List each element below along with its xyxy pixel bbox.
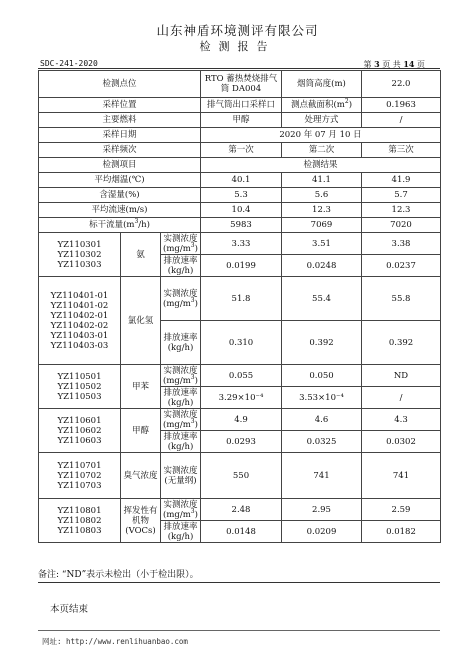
value-cell: 0.050: [282, 365, 362, 387]
value-cell: 10.4: [201, 203, 282, 218]
metric-unit: $(mg/m^3)$: [163, 373, 198, 386]
sample-ids: [39, 453, 121, 499]
param-label: 平均烟温(℃): [39, 173, 201, 188]
label-cell: 烟筒高度(m): [282, 71, 362, 98]
metric-label: [161, 255, 201, 277]
value-cell: 0.0209: [282, 521, 362, 543]
value-cell: 12.3: [362, 203, 441, 218]
metric-label: [161, 277, 201, 321]
sample-id: YZ110303: [57, 259, 102, 270]
value-cell: 741: [362, 453, 441, 499]
page-mid: 页 共: [382, 60, 401, 69]
value-cell: 12.3: [282, 203, 362, 218]
value-cell: 第三次: [362, 143, 441, 158]
table-row: [39, 188, 441, 203]
metric-title: 排放速率: [163, 255, 198, 266]
metric-unit: (kg/h): [167, 342, 194, 353]
page-total: 14: [403, 59, 415, 69]
metric-title: 排放速率: [163, 332, 198, 343]
table-row: [39, 409, 441, 431]
value-cell: 0.055: [201, 365, 282, 387]
metric-unit: (kg/h): [167, 397, 194, 408]
page-current: 3: [374, 59, 380, 69]
value-cell: 41.1: [282, 173, 362, 188]
value-cell: RTO 蓄热焚烧排气筒 DA004: [201, 71, 282, 98]
report-table: [38, 70, 441, 543]
metric-title: 排放速率: [163, 387, 198, 398]
metric-label: [161, 409, 201, 431]
footer-divider: [38, 630, 440, 631]
value-cell: 0.0182: [362, 521, 441, 543]
sample-id: YZ110403-01: [50, 330, 109, 341]
metric-title: 实测浓度: [163, 499, 198, 510]
value-cell: 0.392: [282, 321, 362, 365]
pollutant-name: 挥发性有机物(VOCs): [121, 499, 161, 543]
pollutant-name: 臭气浓度: [121, 453, 161, 499]
value-cell: 40.1: [201, 173, 282, 188]
value-cell: 22.0: [362, 71, 441, 98]
metric-title: 排放速率: [163, 431, 198, 442]
value-cell: 3.38: [362, 233, 441, 255]
label-cell: 处理方式: [282, 113, 362, 128]
sample-id: YZ110503: [57, 391, 102, 402]
metric-title: 排放速率: [163, 521, 198, 532]
remark-note: 备注: “ND”表示未检出（小于检出限）。: [38, 570, 199, 580]
table-row: [39, 158, 441, 173]
value-cell: 3.33: [201, 233, 282, 255]
value-cell: 0.0293: [201, 431, 282, 453]
sample-id: YZ110602: [57, 425, 102, 436]
sample-id: YZ110501: [57, 371, 102, 382]
metric-title: 实测浓度: [163, 409, 198, 420]
value-cell: 41.9: [362, 173, 441, 188]
report-subtitle: 检测报告: [199, 40, 276, 53]
table-row: [39, 277, 441, 321]
metric-label: [161, 453, 201, 499]
value-cell: 第二次: [282, 143, 362, 158]
sample-ids: [39, 277, 121, 365]
metric-label: [161, 233, 201, 255]
value-cell: 51.8: [201, 277, 282, 321]
sample-id: YZ110703: [57, 480, 102, 491]
sample-ids: [39, 365, 121, 409]
value-cell: 550: [201, 453, 282, 499]
metric-label: [161, 431, 201, 453]
table-row: [39, 143, 441, 158]
page-prefix: 第: [363, 60, 372, 69]
value-cell: 甲醇: [201, 113, 282, 128]
sample-ids: [39, 409, 121, 453]
value-cell: 0.0248: [282, 255, 362, 277]
sample-id: YZ110702: [57, 470, 102, 481]
pollutant-name: 氯化氢: [121, 277, 161, 365]
website-link[interactable]: 网址: http://www.renlihuanbao.com: [42, 637, 188, 646]
sample-id: YZ110401-02: [50, 300, 109, 311]
page-suffix: 页: [417, 60, 425, 69]
label-cell: 检测点位: [39, 71, 201, 98]
sample-id: YZ110603: [57, 435, 102, 446]
metric-unit: (无量纲): [164, 475, 197, 486]
metric-label: [161, 387, 201, 409]
value-cell: 741: [282, 453, 362, 499]
param-label: 含湿量(%): [39, 188, 201, 203]
value-cell: 55.8: [362, 277, 441, 321]
table-row: [39, 499, 441, 521]
value-cell: 5983: [201, 218, 282, 233]
sample-id: YZ110802: [57, 515, 102, 526]
value-cell: 4.6: [282, 409, 362, 431]
value-cell: 5.6: [282, 188, 362, 203]
table-row: [39, 218, 441, 233]
table-row: [39, 71, 441, 98]
sample-id: YZ110601: [57, 415, 102, 426]
value-cell: 2.48: [201, 499, 282, 521]
table-row: [39, 233, 441, 255]
pollutant-name: 甲苯: [121, 365, 161, 409]
metric-unit: $(mg/m^3)$: [163, 507, 198, 520]
metric-title: 实测浓度: [163, 233, 198, 244]
value-cell: 检测结果: [201, 158, 441, 173]
value-cell: 0.310: [201, 321, 282, 365]
metric-unit: (kg/h): [167, 441, 194, 452]
sample-id: YZ110502: [57, 381, 102, 392]
sample-id: YZ110401-01: [50, 290, 109, 301]
value-cell: 4.3: [362, 409, 441, 431]
value-cell: ND: [362, 365, 441, 387]
value-cell: 第一次: [201, 143, 282, 158]
label-cell: 测点截面积$(m^2)$: [282, 98, 362, 113]
value-cell: 5.7: [362, 188, 441, 203]
sample-id: YZ110803: [57, 525, 102, 536]
value-cell: 5.3: [201, 188, 282, 203]
page-end-text: 本页结束: [50, 604, 89, 615]
sample-id: YZ110302: [57, 249, 102, 260]
label-cell: 检测项目: [39, 158, 201, 173]
pollutant-name: 氨: [121, 233, 161, 277]
metric-unit: $(mg/m^3)$: [163, 296, 198, 309]
value-cell: /: [362, 113, 441, 128]
metric-unit: (kg/h): [167, 531, 194, 542]
param-label: 标干流量$(m^3/h)$: [39, 218, 201, 233]
sample-id: YZ110402-02: [50, 320, 109, 331]
value-cell: 0.0302: [362, 431, 441, 453]
value-cell: 0.0148: [201, 521, 282, 543]
value-cell: 55.4: [282, 277, 362, 321]
param-label: 平均流速(m/s): [39, 203, 201, 218]
metric-label: [161, 321, 201, 365]
value-cell: 2020 年 07 月 10 日: [201, 128, 441, 143]
table-row: [39, 98, 441, 113]
sample-ids: [39, 499, 121, 543]
company-title: 山东神盾环境测评有限公司: [156, 23, 319, 38]
table-row: [39, 173, 441, 188]
value-cell: 3.29×10⁻⁴: [201, 387, 282, 409]
value-cell: 7069: [282, 218, 362, 233]
value-cell: 0.0199: [201, 255, 282, 277]
value-cell: 排气筒出口采样口: [201, 98, 282, 113]
pollutant-name: 甲醇: [121, 409, 161, 453]
value-cell: 2.95: [282, 499, 362, 521]
label-cell: 采样日期: [39, 128, 201, 143]
value-cell: 0.0325: [282, 431, 362, 453]
table-row: [39, 365, 441, 387]
value-cell: 0.0237: [362, 255, 441, 277]
sample-id: YZ110402-01: [50, 310, 109, 321]
sample-id: YZ110403-03: [50, 340, 109, 351]
sample-id: YZ110301: [57, 239, 102, 250]
document-number: SDC-241-2020: [40, 59, 98, 68]
value-cell: 4.9: [201, 409, 282, 431]
sample-ids: [39, 233, 121, 277]
metric-unit: $(mg/m^3)$: [163, 241, 198, 254]
sample-id: YZ110701: [57, 460, 102, 471]
note-divider: [38, 582, 440, 583]
table-row: [39, 113, 441, 128]
table-row: [39, 453, 441, 499]
table-row: [39, 203, 441, 218]
metric-title: 实测浓度: [163, 465, 198, 476]
label-cell: 采样频次: [39, 143, 201, 158]
value-cell: 2.59: [362, 499, 441, 521]
metric-title: 实测浓度: [163, 365, 198, 376]
metric-label: [161, 365, 201, 387]
label-cell: 主要燃料: [39, 113, 201, 128]
table-row: [39, 128, 441, 143]
metric-title: 实测浓度: [163, 288, 198, 299]
value-cell: 7020: [362, 218, 441, 233]
value-cell: 0.1963: [362, 98, 441, 113]
metric-unit: (kg/h): [167, 265, 194, 276]
label-cell: 采样位置: [39, 98, 201, 113]
header-divider: [38, 68, 440, 69]
value-cell: 3.51: [282, 233, 362, 255]
metric-unit: $(mg/m^3)$: [163, 417, 198, 430]
value-cell: /: [362, 387, 441, 409]
value-cell: 3.53×10⁻⁴: [282, 387, 362, 409]
value-cell: 0.392: [362, 321, 441, 365]
metric-label: [161, 499, 201, 521]
metric-label: [161, 521, 201, 543]
sample-id: YZ110801: [57, 505, 102, 516]
